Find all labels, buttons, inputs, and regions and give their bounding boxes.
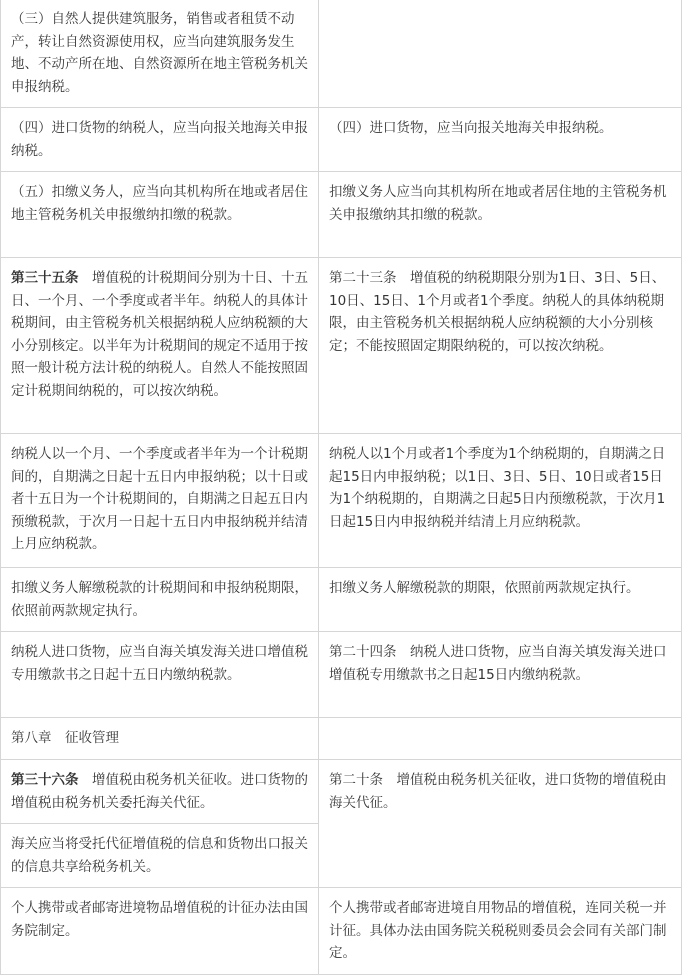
new-law-cell: （四）进口货物的纳税人，应当向报关地海关申报纳税。 [1,108,319,172]
table-row [1,632,682,718]
article-label: 第三十六条 [11,772,79,788]
table-row [1,0,682,108]
chapter-heading: 第八章 征收管理 [1,718,319,760]
article-text: 增值税的计税期间分别为十日、十五日、一个月、一个季度或者半年。纳税人的具体计税期间，由主管税务机关根据纳税人应纳税额的大小分别核定。以半年为计税期间的规定不适用于按照一般计税方法计税的纳税人。自然人不能按照固定计税期间纳税的，可以按次纳税。 [11,270,308,399]
new-law-cell: 个人携带或者邮寄进境物品增值税的计征办法由国务院制定。 [1,888,319,975]
table-row [1,172,682,258]
table-row [1,888,682,975]
old-law-cell: 扣缴义务人解缴税款的期限，依照前两款规定执行。 [319,568,682,632]
new-law-cell: （五）扣缴义务人，应当向其机构所在地或者居住地主管税务机关申报缴纳扣缴的税款。 [1,172,319,258]
table-row [1,718,682,760]
new-law-cell: 纳税人进口货物，应当自海关填发海关进口增值税专用缴款书之日起十五日内缴纳税款。 [1,632,319,718]
table-row [1,258,682,434]
article-text: 增值税由税务机关征收。进口货物的增值税由税务机关委托海关代征。 [11,772,308,811]
new-law-cell [1,258,319,434]
new-law-cell: （三）自然人提供建筑服务，销售或者租赁不动产，转让自然资源使用权，应当向建筑服务发生地、不动产所在地、自然资源所在地主管税务机关申报纳税。 [1,0,319,108]
old-law-cell: 扣缴义务人应当向其机构所在地或者居住地的主管税务机关申报缴纳其扣缴的税款。 [319,172,682,258]
old-law-cell: 第二十条 增值税由税务机关征收，进口货物的增值税由海关代征。 [319,760,682,888]
old-law-cell: 纳税人以1个月或者1个季度为1个纳税期的，自期满之日起15日内申报纳税；以1日、3日、5日、10日或者15日为1个纳税期的，自期满之日起5日内预缴税款，于次月1日起15日内申报纳税并结清上月应纳税款。 [319,434,682,568]
old-law-cell [319,718,682,760]
old-law-cell: 个人携带或者邮寄进境自用物品的增值税，连同关税一并计征。具体办法由国务院关税税则委员会会同有关部门制定。 [319,888,682,975]
old-law-cell: （四）进口货物，应当向报关地海关申报纳税。 [319,108,682,172]
table-row [1,434,682,568]
table-row [1,108,682,172]
new-law-cell: 纳税人以一个月、一个季度或者半年为一个计税期间的，自期满之日起十五日内申报纳税；以十日或者十五日为一个计税期间的，自期满之日起五日内预缴税款，于次月一日起十五日内申报纳税并结清上月应纳税款。 [1,434,319,568]
new-law-cell [1,760,319,824]
article-label: 第三十五条 [11,270,79,286]
table-row [1,568,682,632]
new-law-cell: 海关应当将受托代征增值税的信息和货物出口报关的信息共享给税务机关。 [1,824,319,888]
table-row [1,760,682,824]
old-law-cell [319,0,682,108]
old-law-cell: 第二十三条 增值税的纳税期限分别为1日、3日、5日、10日、15日、1个月或者1个季度。纳税人的具体纳税期限，由主管税务机关根据纳税人应纳税额的大小分别核定；不能按照固定期限纳税的，可以按次纳税。 [319,258,682,434]
new-law-cell: 扣缴义务人解缴税款的计税期间和申报纳税期限，依照前两款规定执行。 [1,568,319,632]
old-law-cell: 第二十四条 纳税人进口货物，应当自海关填发海关进口增值税专用缴款书之日起15日内缴纳税款。 [319,632,682,718]
